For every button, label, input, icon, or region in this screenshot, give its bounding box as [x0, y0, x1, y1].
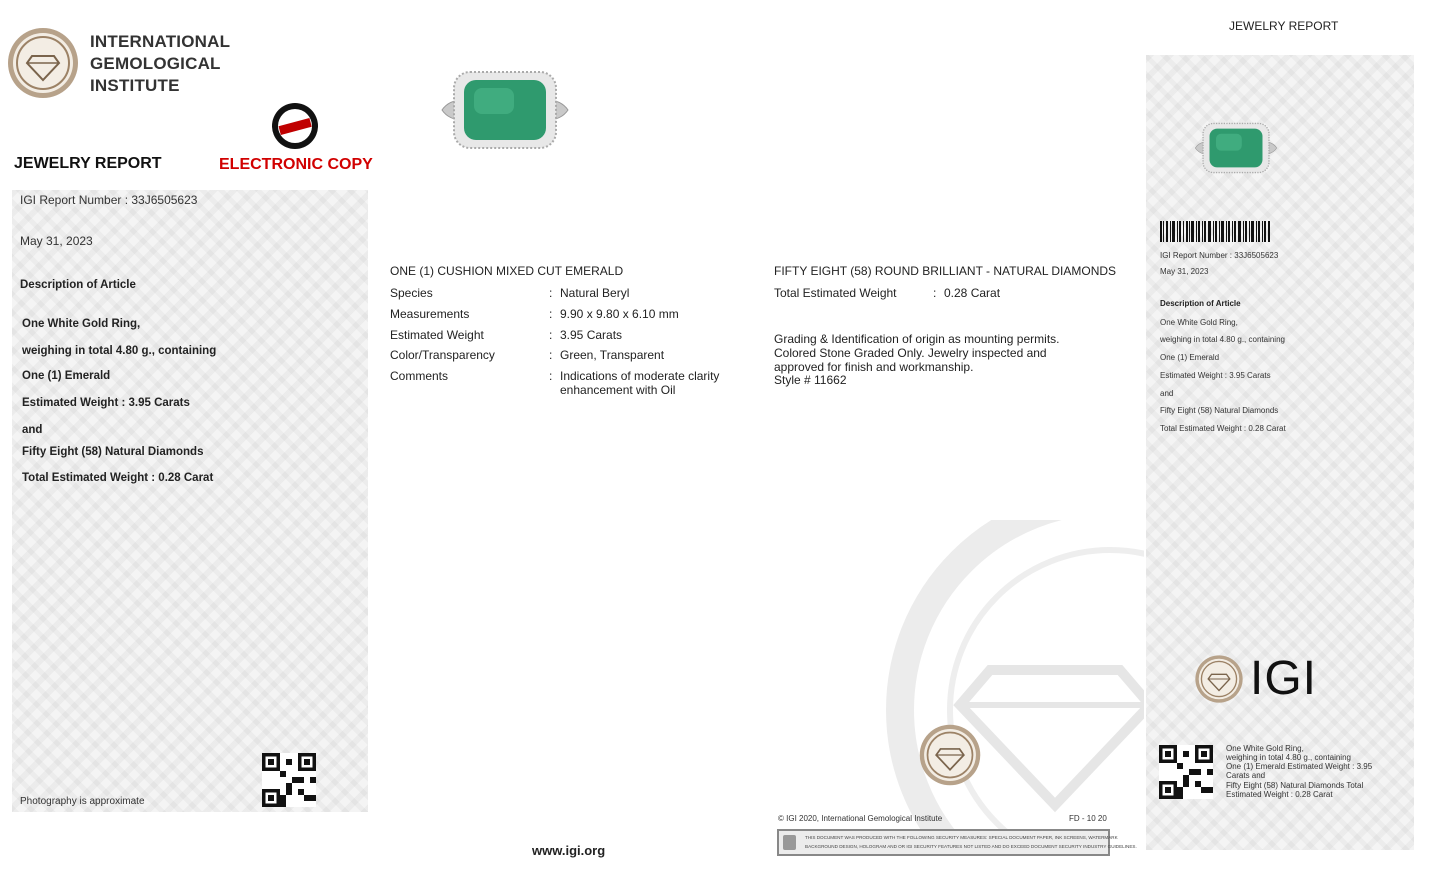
right-summary-line: Estimated Weight : 0.28 Carat	[1226, 790, 1333, 799]
form-code: FD - 10 20	[1069, 814, 1107, 823]
right-report-date: May 31, 2023	[1160, 267, 1209, 276]
emerald-row-colon: :	[549, 286, 553, 300]
right-description-line: weighing in total 4.80 g., containing	[1160, 335, 1285, 344]
background-seal-watermark	[880, 520, 1144, 850]
qr-code[interactable]	[262, 753, 316, 807]
description-line: One White Gold Ring,	[22, 318, 141, 330]
right-summary-line: Fifty Eight (58) Natural Diamonds Total	[1226, 781, 1364, 790]
emerald-row-colon: :	[549, 348, 553, 362]
ring-photo	[440, 70, 570, 150]
right-description-heading: Description of Article	[1160, 299, 1241, 308]
report-number: IGI Report Number : 33J6505623	[20, 193, 198, 207]
right-report-number: IGI Report Number : 33J6505623	[1160, 251, 1279, 260]
emerald-row-value: 9.90 x 9.80 x 6.10 mm	[560, 307, 679, 321]
right-summary-line: weighing in total 4.80 g., containing	[1226, 753, 1351, 762]
emerald-row-value: Natural Beryl	[560, 286, 630, 300]
electronic-copy-label: ELECTRONIC COPY	[219, 156, 373, 173]
emerald-row-colon: :	[549, 369, 553, 383]
qr-code[interactable]	[1159, 745, 1213, 799]
org-name-line3: INSTITUTE	[90, 76, 180, 95]
emerald-row-value: Green, Transparent	[560, 348, 665, 362]
org-name-line2: GEMOLOGICAL	[90, 54, 221, 73]
grading-note-line: Grading & Identification of origin as mounting permits.	[774, 332, 1060, 346]
right-description-line: One (1) Emerald	[1160, 353, 1220, 362]
right-summary-line: Carats and	[1226, 771, 1266, 780]
assured-badge-icon	[271, 102, 319, 150]
right-description-line: and	[1160, 389, 1174, 398]
emerald-row-value: Indications of moderate clarity enhancement with Oil	[560, 369, 720, 397]
emerald-row-label: Estimated Weight	[390, 328, 484, 342]
photo-note: Photography is approximate	[20, 796, 145, 807]
right-description-line: Estimated Weight : 3.95 Carats	[1160, 371, 1271, 380]
right-description-line: One White Gold Ring,	[1160, 318, 1238, 327]
security-notice-box	[777, 829, 1137, 856]
description-line: Total Estimated Weight : 0.28 Carat	[22, 472, 214, 484]
right-watermark-panel	[1146, 55, 1414, 850]
right-description-line: Total Estimated Weight : 0.28 Carat	[1160, 424, 1286, 433]
emerald-row-label: Comments	[390, 369, 449, 383]
copyright-text: © IGI 2020, International Gemological Institute	[778, 814, 943, 823]
org-name-line1: INTERNATIONAL	[90, 32, 231, 51]
report-date: May 31, 2023	[20, 234, 93, 248]
grading-note-line: approved for finish and workmanship.	[774, 360, 974, 374]
lock-icon	[783, 835, 796, 850]
report-title: JEWELRY REPORT	[14, 155, 162, 172]
description-line: Fifty Eight (58) Natural Diamonds	[22, 446, 204, 458]
grading-note-line: Colored Stone Graded Only. Jewelry inspected and	[774, 346, 1047, 360]
emerald-row-label: Measurements	[390, 307, 470, 321]
security-line: BACKGROUND DESIGN, HOLOGRAM AND OR IGI SECURITY FEATURES NOT LISTED AND DO EXCEED DOCUMENT SECURITY INDUSTRY GUIDELINES.	[805, 844, 1137, 849]
right-report-title: JEWELRY REPORT	[1229, 19, 1339, 33]
diamond-row-value: 0.28 Carat	[944, 286, 1001, 300]
diamond-heading: FIFTY EIGHT (58) ROUND BRILLIANT - NATURAL DIAMONDS	[774, 264, 1117, 278]
description-line: and	[22, 424, 43, 436]
ring-photo-small	[1194, 116, 1278, 180]
right-description-line: Fifty Eight (58) Natural Diamonds	[1160, 406, 1279, 415]
security-line: THIS DOCUMENT WAS PRODUCED WITH THE FOLLOWING SECURITY MEASURES: SPECIAL DOCUMENT PAPER, INK SCREENS, WATERMARK	[805, 835, 1118, 840]
igi-seal-icon	[918, 723, 982, 787]
diamond-row-colon: :	[933, 286, 937, 300]
style-number: Style # 11662	[774, 373, 847, 387]
emerald-row-colon: :	[549, 328, 553, 342]
emerald-row-colon: :	[549, 307, 553, 321]
emerald-row-value: 3.95 Carats	[560, 328, 623, 342]
igi-seal-icon	[6, 26, 80, 100]
igi-seal-icon	[1194, 654, 1244, 704]
barcode	[1160, 221, 1270, 242]
right-summary-line: One (1) Emerald Estimated Weight : 3.95	[1226, 762, 1373, 771]
description-line: One (1) Emerald	[22, 370, 111, 382]
emerald-row-label: Color/Transparency	[390, 348, 495, 362]
right-summary-line: One White Gold Ring,	[1226, 744, 1304, 753]
description-line: Estimated Weight : 3.95 Carats	[22, 397, 190, 409]
emerald-heading: ONE (1) CUSHION MIXED CUT EMERALD	[390, 264, 624, 278]
igi-logo-text: IGI	[1250, 652, 1318, 705]
emerald-row-label: Species	[390, 286, 433, 300]
website-link[interactable]: www.igi.org	[532, 843, 606, 858]
description-heading: Description of Article	[20, 279, 136, 291]
description-line: weighing in total 4.80 g., containing	[22, 345, 217, 357]
diamond-row-label: Total Estimated Weight	[774, 286, 897, 300]
